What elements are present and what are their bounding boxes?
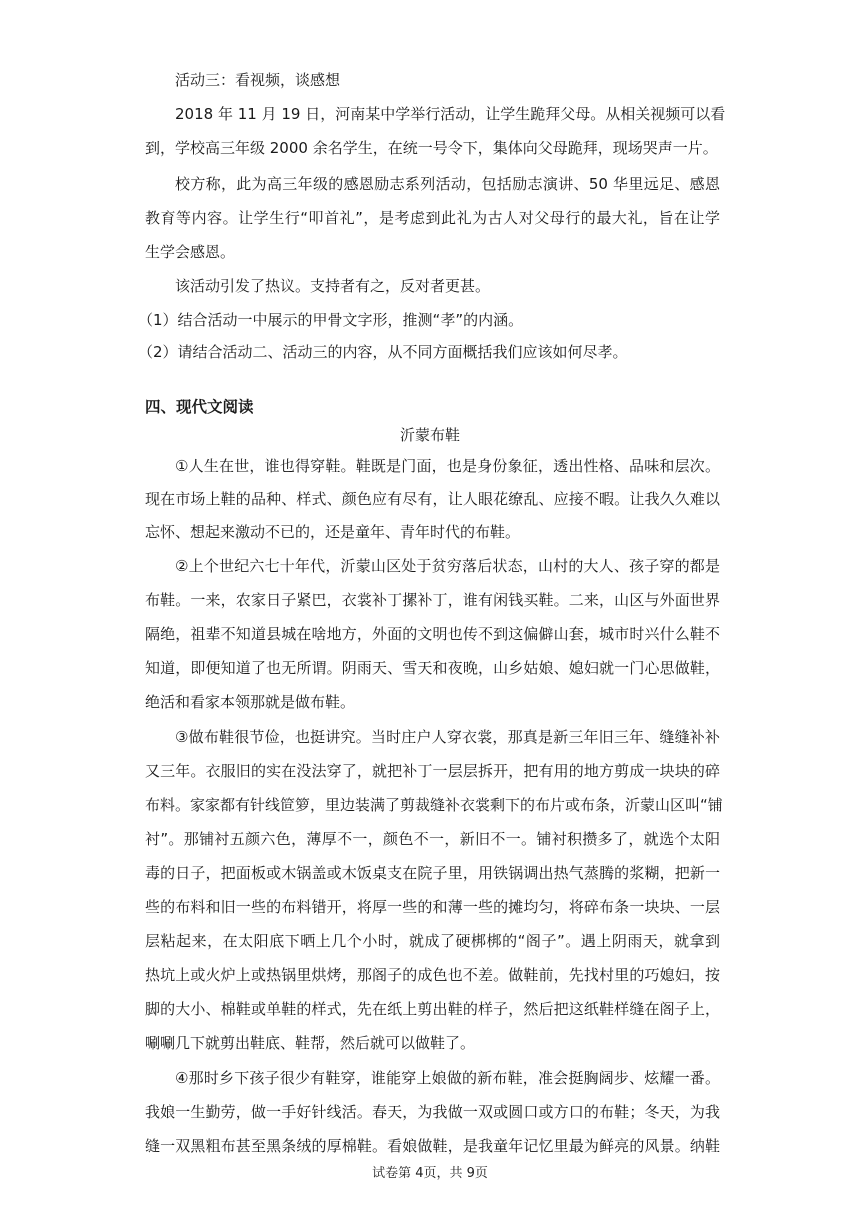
paragraph-line: 毒的日子，把面板或木锅盖或木饭桌支在院子里，用铁锅调出热气蒸腾的浆糊，把新一	[145, 864, 720, 882]
activity-title: 活动三：看视频，谈感想	[175, 71, 341, 89]
paragraph-line: ①人生在世，谁也得穿鞋。鞋既是门面，也是身份象征，透出性格、品味和层次。	[175, 457, 720, 475]
paragraph-line: 脚的大小、棉鞋或单鞋的样式，先在纸上剪出鞋的样子，然后把这纸鞋样缝在阁子上，	[145, 1000, 720, 1018]
paragraph-line: 些的布料和旧一些的布料错开，将厚一些的和薄一些的摊均匀，将碎布条一块块、一层	[145, 898, 720, 916]
paragraph-line: 热坑上或火炉上或热锅里烘烤，那阁子的成色也不差。做鞋前，先找村里的巧媳妇，按	[145, 966, 720, 984]
section-heading: 四、现代文阅读	[145, 398, 254, 416]
paragraph-line: 教育等内容。让学生行“叩首礼”，是考虑到此礼为古人对父母行的最大礼，旨在让学	[145, 209, 720, 227]
paragraph-line: 我娘一生勤劳，做一手好针线活。春天，为我做一双或圆口或方口的布鞋；冬天，为我	[145, 1103, 720, 1121]
paragraph-line: 唰唰几下就剪出鞋底、鞋帮，然后就可以做鞋了。	[145, 1034, 476, 1052]
paragraph-line: 缝一双黑粗布甚至黑条绒的厚棉鞋。看娘做鞋，是我童年记忆里最为鲜亮的风景。纳鞋	[145, 1137, 720, 1155]
paragraph-line: 2018 年 11 月 19 日，河南某中学举行活动，让学生跪拜父母。从相关视频可以看	[175, 105, 726, 123]
paragraph-line: ③做布鞋很节俭，也挺讲究。当时庄户人穿衣裳，那真是新三年旧三年、缝缝补补	[175, 728, 720, 746]
paragraph-line: 到，学校高三年级 2000 余名学生，在统一号令下，集体向父母跪拜，现场哭声一片。	[145, 139, 718, 157]
question-1: （1）结合活动一中展示的甲骨文字形，推测“孝”的内涵。	[138, 311, 524, 329]
paragraph-line: 布料。家家都有针线笸箩，里边装满了剪裁缝补衣裳剩下的布片或布条，沂蒙山区叫“铺	[145, 796, 723, 814]
paragraph-line: 隔绝，祖辈不知道县城在啥地方，外面的文明也传不到这偏僻山套，城市时兴什么鞋不	[145, 625, 720, 643]
paragraph-line: 又三年。衣服旧的实在没法穿了，就把补丁一层层拆开，把有用的地方剪成一块块的碎	[145, 762, 720, 780]
paragraph-line: 层粘起来，在太阳底下晒上几个小时，就成了硬梆梆的“阁子”。遇上阴雨天，就拿到	[145, 932, 720, 950]
article-title: 沂蒙布鞋	[399, 426, 460, 444]
page-footer: 试卷第 4页，共 9页	[372, 1166, 488, 1181]
paragraph-line: 布鞋。一来，农家日子紧巴，衣裳补丁摞补丁，谁有闲钱买鞋。二来，山区与外面世界	[145, 591, 720, 609]
question-2: （2）请结合活动二、活动三的内容，从不同方面概括我们应该如何尽孝。	[138, 343, 628, 361]
paragraph-line: ④那时乡下孩子很少有鞋穿，谁能穿上娘做的新布鞋，准会挺胸阔步、炫耀一番。	[175, 1069, 720, 1087]
paragraph-line: 绝活和看家本领那就是做布鞋。	[145, 693, 356, 711]
paragraph-line: 知道，即便知道了也无所谓。阴雨天、雪天和夜晚，山乡姑娘、媳妇就一门心思做鞋，	[145, 659, 720, 677]
paragraph-line: 该活动引发了热议。支持者有之，反对者更甚。	[175, 277, 491, 295]
paragraph-line: 校方称，此为高三年级的感恩励志系列活动，包括励志演讲、50 华里远足、感恩	[175, 175, 720, 193]
paragraph-line: 衬”。那铺衬五颜六色，薄厚不一，颜色不一，新旧不一。铺衬积攒多了，就选个太阳	[145, 830, 720, 848]
paragraph-line: 现在市场上鞋的品种、样式、颜色应有尽有，让人眼花缭乱、应接不暇。让我久久难以	[145, 490, 720, 508]
paragraph-line: 生学会感恩。	[145, 243, 236, 261]
paragraph-line: ②上个世纪六七十年代，沂蒙山区处于贫穷落后状态，山村的大人、孩子穿的都是	[175, 557, 720, 575]
paragraph-line: 忘怀、想起来激动不已的，还是童年、青年时代的布鞋。	[145, 523, 521, 541]
